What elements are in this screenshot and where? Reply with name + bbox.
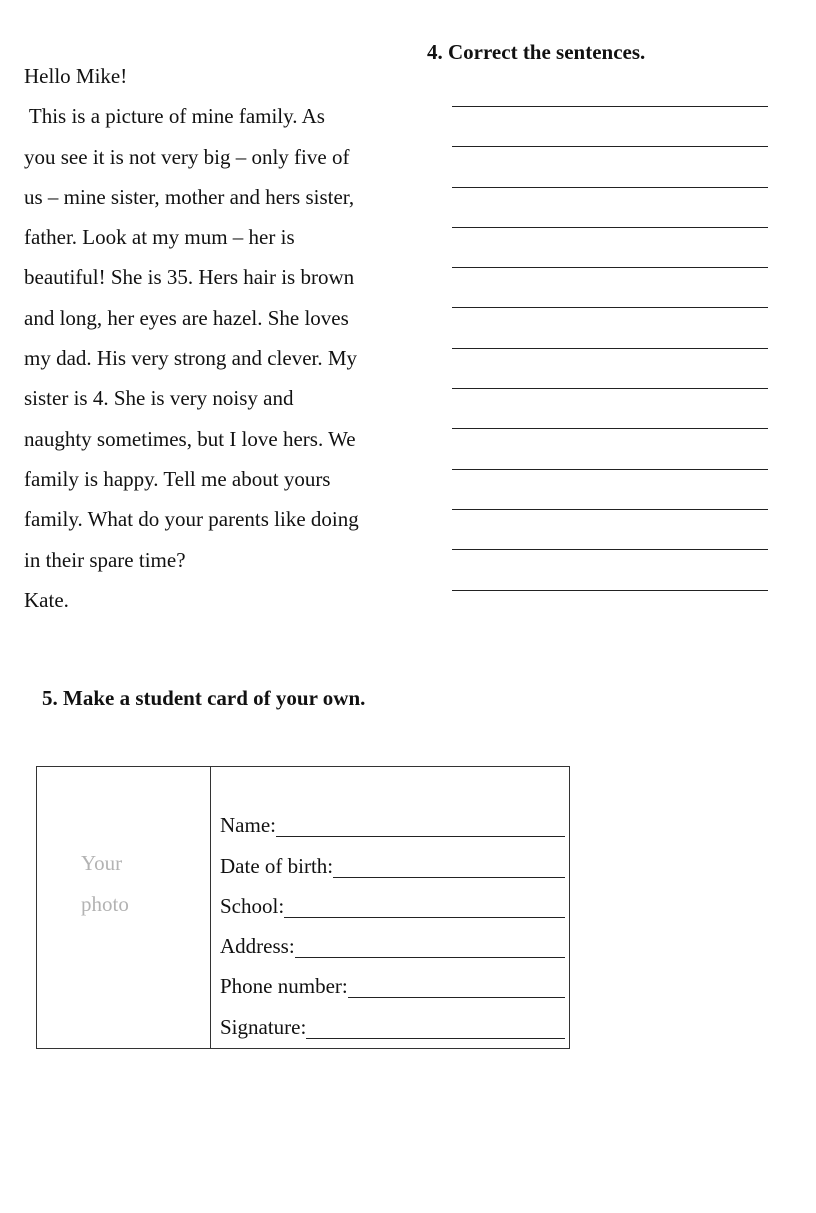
photo-placeholder-line: photo (81, 891, 129, 916)
address-label: Address: (220, 934, 295, 959)
letter-line: in their spare time? (24, 547, 186, 572)
letter-line: my dad. His very strong and clever. My (24, 346, 358, 371)
answer-line[interactable] (452, 590, 768, 630)
answer-line[interactable] (452, 146, 768, 186)
letter-line: family is happy. Tell me about yours (24, 466, 331, 491)
answer-line[interactable] (452, 307, 768, 347)
signature-label: Signature: (220, 1014, 307, 1039)
answer-line[interactable] (452, 348, 768, 388)
signature-blank[interactable] (306, 1037, 565, 1039)
answer-line[interactable] (452, 267, 768, 307)
letter-text (24, 56, 414, 620)
address-blank[interactable] (295, 956, 565, 958)
letter-line: family. What do your parents like doing (24, 507, 359, 532)
phone-number-field[interactable] (220, 964, 565, 1004)
letter-line: Kate. (24, 587, 69, 612)
address-field[interactable] (220, 924, 565, 964)
school-blank[interactable] (284, 916, 565, 918)
photo-placeholder-line: Your (81, 851, 123, 875)
date-of-birth-label: Date of birth: (220, 853, 334, 878)
student-card (36, 766, 570, 1049)
letter-line: This is a picture of mine family. As (24, 104, 325, 129)
date-of-birth-field[interactable] (220, 843, 565, 883)
date-of-birth-blank[interactable] (333, 876, 565, 878)
letter-line: us – mine sister, mother and hers sister, (24, 184, 355, 209)
letter-line: and long, her eyes are hazel. She loves (24, 305, 349, 330)
letter-line: father. Look at my mum – her is (24, 225, 295, 250)
task4-heading: 4. Correct the sentences. (427, 40, 646, 64)
answer-line[interactable] (452, 227, 768, 267)
phone-number-blank[interactable] (348, 996, 565, 998)
photo-placeholder-text (81, 843, 129, 924)
name-blank[interactable] (276, 835, 565, 837)
answer-line[interactable] (452, 388, 768, 428)
answer-line[interactable] (452, 469, 768, 509)
answer-line[interactable] (452, 549, 768, 589)
school-label: School: (220, 893, 285, 918)
answer-line[interactable] (452, 428, 768, 468)
task5-heading: 5. Make a student card of your own. (42, 686, 366, 710)
letter-line: you see it is not very big – only five of (24, 144, 350, 169)
answer-line[interactable] (452, 106, 768, 146)
answer-lines (452, 106, 768, 630)
signature-field[interactable] (220, 1004, 565, 1044)
card-fields (211, 767, 569, 1048)
name-field[interactable] (220, 803, 565, 843)
answer-line[interactable] (452, 509, 768, 549)
phone-number-label: Phone number: (220, 974, 348, 999)
letter-line: Hello Mike! (24, 64, 128, 88)
name-label: Name: (220, 813, 276, 838)
photo-placeholder[interactable] (37, 767, 211, 1048)
school-field[interactable] (220, 884, 565, 924)
letter-line: naughty sometimes, but I love hers. We (24, 426, 356, 451)
letter-line: sister is 4. She is very noisy and (24, 386, 294, 411)
answer-line[interactable] (452, 187, 768, 227)
letter-line: beautiful! She is 35. Hers hair is brown (24, 265, 355, 290)
